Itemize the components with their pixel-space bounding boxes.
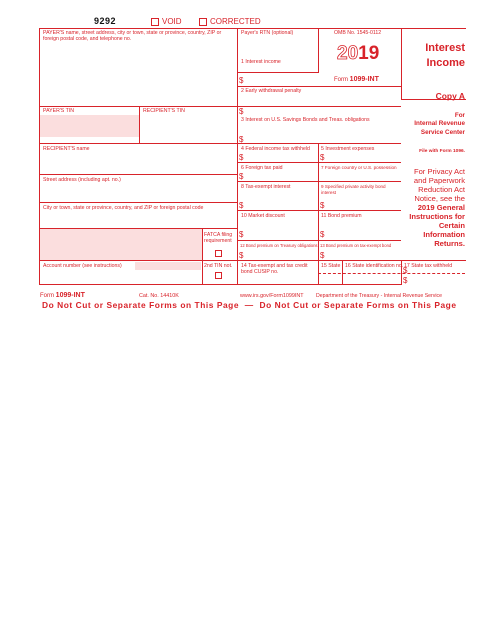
omb-form-code: 1099-INT [349,76,379,83]
payer-tin-label: PAYER'S TIN [43,108,74,114]
box11-label: 11 Bond premium [321,213,362,219]
fatca-checkbox[interactable] [215,250,222,257]
box8-dollar: $ [239,201,244,210]
privacy-line8: Information [423,230,465,239]
recipient-tin-field[interactable] [141,115,235,141]
footer-form-prefix: Form [40,293,54,299]
box15-field[interactable] [320,275,341,283]
box3-label: 3 Interest on U.S. Savings Bonds and Treas. obligations [241,117,370,123]
street-address-field[interactable] [41,184,235,200]
file-with-label: File with Form 1096. [419,149,465,154]
tax-year [337,44,379,64]
box4-dollar: $ [239,153,244,162]
box16-label: 16 State identification no. [345,263,404,269]
privacy-line1: For Privacy Act [413,167,465,176]
tax-year-outline: 20 [337,43,359,64]
box1-field[interactable] [247,75,317,85]
payer-tin-field[interactable] [41,115,138,141]
box1-dollar: $ [239,76,244,85]
do-not-cut-notice: Do Not Cut or Separate Forms on This Page — Do Not Cut or Separate Forms on This Page [42,300,457,310]
privacy-notice [409,167,465,248]
privacy-line2: and Paperwork [413,176,465,185]
privacy-line4: Notice, see the [414,194,465,203]
void-label: VOID [162,17,182,26]
box17-label: 17 State tax withheld [404,263,453,269]
payer-name-field[interactable] [41,46,235,104]
box4-field[interactable] [247,153,317,161]
privacy-line3: Reduction Act [418,185,465,194]
box15-label: 15 State [321,263,341,269]
box6-dollar: $ [239,172,244,181]
omb-form-name [334,76,379,84]
city-label: City or town, state or province, country, and ZIP or foreign postal code [43,205,204,211]
box14-label: 14 Tax-exempt and tax credit bond CUSIP no. [241,263,308,275]
second-tin-label: 2nd TIN not. [204,263,233,269]
payer-rtn-label: Payer's RTN (optional) [241,30,294,36]
box9-label: 9 Specified private activity bond interest [321,184,386,195]
box16-field[interactable] [344,275,400,283]
treasury-department: Department of the Treasury - Internal Revenue Service [316,293,443,299]
box12-field[interactable] [247,250,317,259]
street-address-label: Street address (including apt. no.) [43,177,121,183]
box6-label: 6 Foreign tax paid [241,165,283,171]
box9-field[interactable] [328,200,400,209]
form-code: 9292 [94,16,117,26]
second-tin-checkbox[interactable] [215,272,222,279]
box10-field[interactable] [247,229,317,239]
recipient-name-field[interactable] [41,153,235,172]
box11-dollar: $ [320,230,325,239]
box7-label: 7 Foreign country or U.S. possession [321,165,397,170]
box14-field[interactable] [239,276,317,283]
for-line2: Internal Revenue [414,120,465,128]
box6-field[interactable] [247,172,317,180]
footer-form-name [40,292,85,300]
box10-dollar: $ [239,230,244,239]
box17-dollar-1: $ [403,266,408,275]
box13-field[interactable] [328,250,400,259]
privacy-line7: Certain [438,221,465,230]
void-checkbox[interactable] [151,18,159,26]
privacy-line9: Returns. [434,239,465,248]
payer-rtn-field[interactable] [239,37,317,57]
box13-label: 13 Bond premium on tax-exempt bond [320,243,392,248]
tax-year-bold: 19 [358,43,380,64]
box5-label: 5 Investment expenses [321,146,375,152]
box2-dollar: $ [239,107,244,116]
omb-number: OMB No. 1545-0112 [334,30,382,36]
box7-field[interactable] [320,172,400,180]
privacy-line6: Instructions for [409,212,465,221]
box9-dollar: $ [320,201,325,210]
recipient-tin-label: RECIPIENT'S TIN [143,108,185,114]
account-number-field[interactable] [41,270,201,283]
box1-label: 1 Interest income [241,59,281,65]
box3-dollar: $ [239,135,244,144]
for-line1: For [454,112,465,119]
box17-field[interactable] [410,266,465,283]
recipient-name-label: RECIPIENT'S name [43,146,90,152]
account-number-label: Account number (see instructions) [43,263,122,269]
privacy-line5: 2019 General [417,203,465,212]
for-irs-block [414,112,465,137]
box8-field[interactable] [247,200,317,209]
form-title-line1: Interest [425,42,465,54]
corrected-label: CORRECTED [210,17,261,26]
fatca-left-shade [40,229,202,260]
city-field[interactable] [41,212,235,226]
omb-form-prefix: Form [334,77,348,83]
payer-name-label: PAYER'S name, street address, city or town, state or province, country, ZIP or foreign postal code, and telephone no. [43,30,222,42]
form-title-line2: Income [426,57,465,69]
for-line3: Service Center [420,128,465,136]
box5-field[interactable] [328,153,400,161]
form-url: www.irs.gov/Form1099INT [240,293,304,299]
box13-dollar: $ [320,251,325,260]
footer-form-code: 1099-INT [55,292,85,299]
box12-label: 12 Bond premium on Treasury obligations [240,243,318,248]
cat-number: Cat. No. 14410K [139,293,179,299]
account-shade [135,262,201,270]
box2-field[interactable] [247,95,399,105]
box5-dollar: $ [320,153,325,162]
fatca-label: FATCA filing requirement [204,232,233,244]
box12-dollar: $ [239,251,244,260]
copy-label: Copy A [435,91,465,101]
corrected-checkbox[interactable] [199,18,207,26]
box4-label: 4 Federal income tax withheld [241,146,310,152]
box3-field[interactable] [247,124,399,142]
box10-label: 10 Market discount [241,213,285,219]
box17-dollar-2: $ [403,276,408,285]
box11-field[interactable] [328,229,400,239]
box8-label: 8 Tax-exempt interest [241,184,291,190]
box2-label: 2 Early withdrawal penalty [241,88,302,94]
